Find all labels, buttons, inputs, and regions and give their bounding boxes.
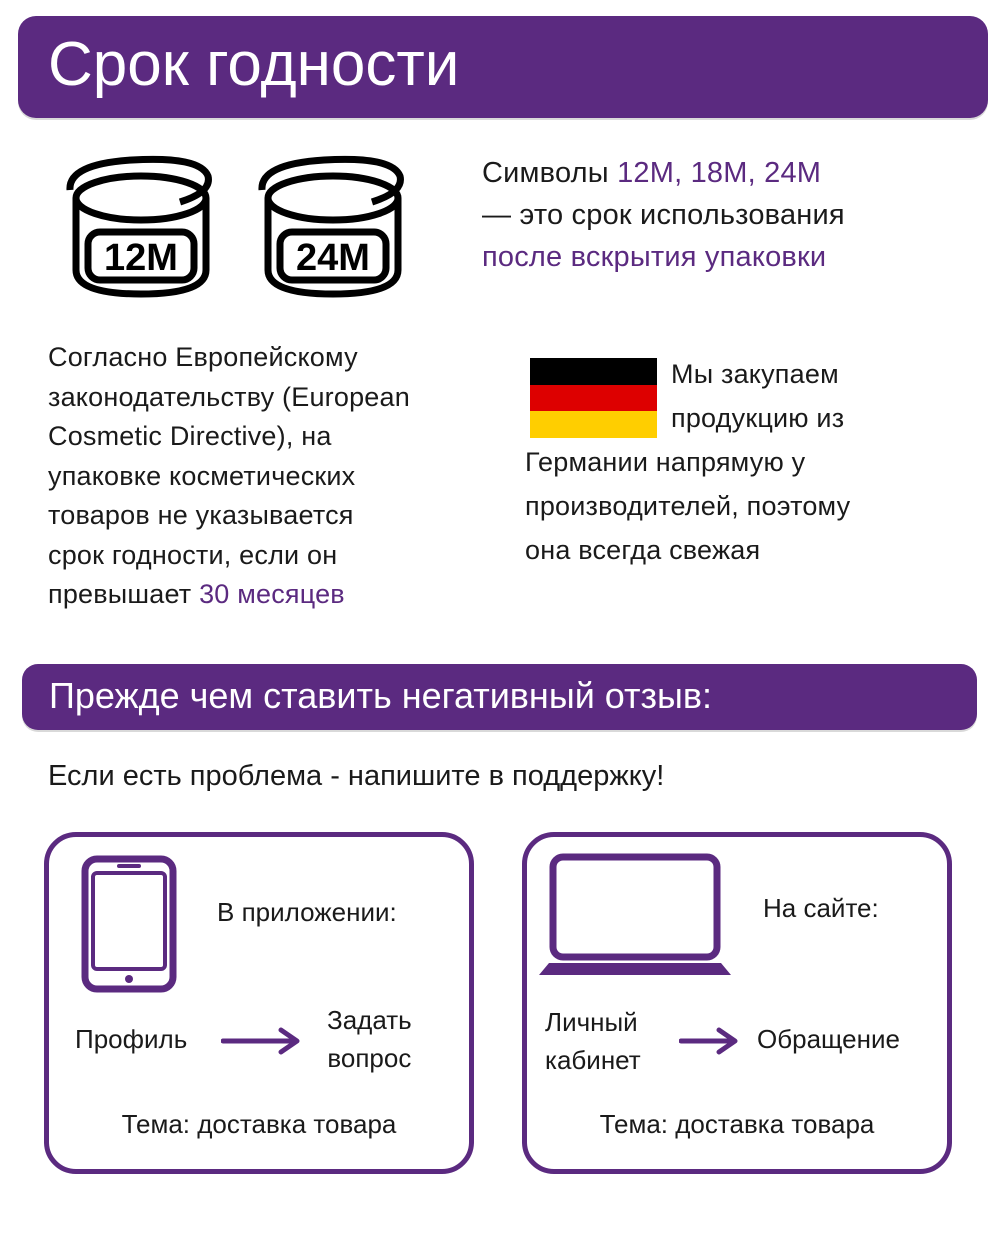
site-card-to: Обращение: [757, 1024, 900, 1054]
arrow-right-icon: [679, 1027, 741, 1055]
app-card: [44, 832, 474, 1174]
pao-line-1: Символы 12M, 18M, 24M: [482, 157, 822, 189]
germany-text-short: Мы закупаем продукцию из: [671, 359, 845, 433]
jar-12m-label: 12M: [104, 237, 178, 279]
eu-line: товаров не указывается: [48, 500, 354, 530]
app-card-topic: Тема: доставка товара: [121, 1109, 397, 1139]
eu-line: Cosmetic Directive), на: [48, 421, 332, 451]
review-banner-title: Прежде чем ставить негативный отзыв:: [49, 675, 713, 716]
eu-line: Согласно Европейскому: [48, 342, 358, 372]
pao-line-3: после вскрытия упаковки: [482, 241, 827, 273]
eu-directive-text: [48, 338, 410, 615]
eu-highlight: 30 месяцев: [199, 579, 345, 609]
site-card: [522, 832, 952, 1174]
app-card-to: Задать вопрос: [327, 1005, 412, 1073]
site-card-topic: Тема: доставка товара: [599, 1109, 875, 1139]
header-banner: [18, 16, 988, 118]
germany-flag-icon: [530, 358, 657, 438]
jar-24m-label: 24M: [296, 237, 370, 279]
pao-codes: 12M, 18M, 24M: [617, 157, 822, 189]
tablet-icon: [81, 855, 177, 993]
eu-line: упаковке косметических: [48, 460, 356, 491]
review-banner: [22, 664, 977, 730]
app-card-from: Профиль: [75, 1024, 188, 1054]
support-text: Если есть проблема - напишите в поддержку!: [48, 760, 665, 792]
germany-text-full: Германии напрямую у производителей, поэтому она всегда свежая: [525, 447, 851, 565]
laptop-icon: [537, 851, 733, 979]
site-card-title: На сайте:: [763, 893, 879, 923]
app-card-title: В приложении:: [217, 897, 397, 927]
eu-line: срок годности, если он: [48, 539, 338, 570]
pao-line-2: — это срок использования: [482, 199, 845, 231]
jar-12m-icon: [62, 148, 220, 300]
jar-24m-icon: [254, 148, 412, 300]
site-card-from: Личный кабинет: [545, 1007, 641, 1075]
eu-line: законодательству (European: [48, 381, 410, 412]
pao-description: [482, 152, 845, 278]
eu-line: превышает 30 месяцев: [48, 579, 345, 609]
page-title: Срок годности: [48, 30, 460, 99]
arrow-right-icon: [221, 1027, 303, 1055]
